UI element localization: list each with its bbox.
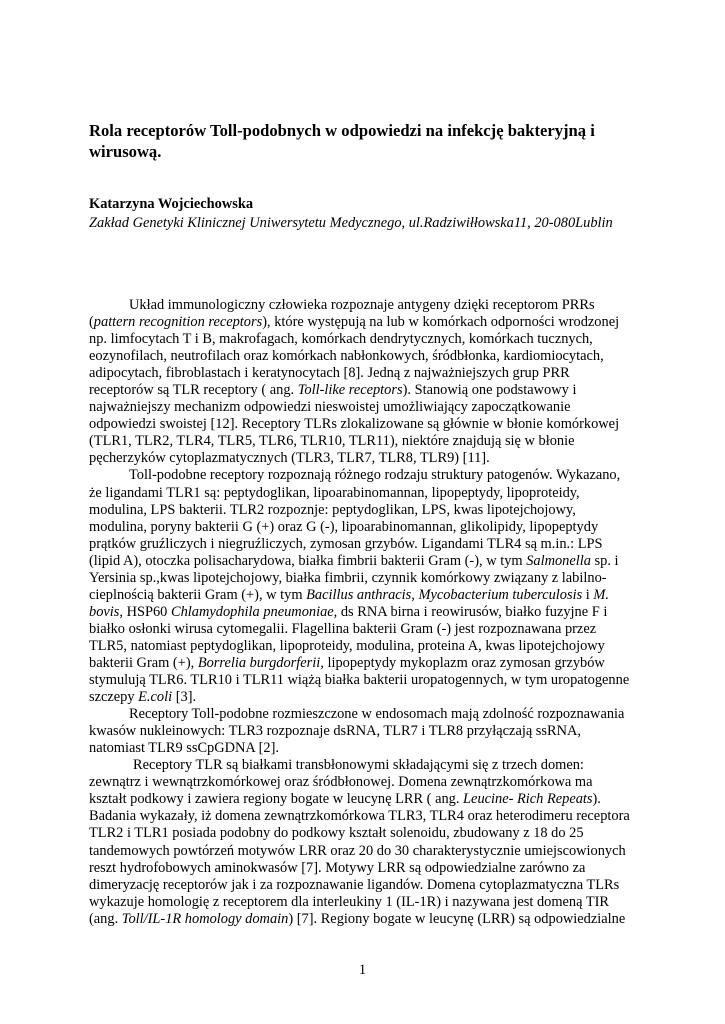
body-line: prątków gruźliczych i niegruźliczych, zymosan grzybów. Ligandami TLR4 są m.in.: LPS: [89, 535, 603, 552]
body-line: Yersinia sp.,kwas lipotejchojowy, białka fimbrii, czynnik komórkowy związany z labilno-: [89, 569, 607, 586]
body-line: TLR5, natomiast peptydoglikan, lipoproteidy, modulina, proteina A, kwas lipotejchojowy: [89, 637, 605, 654]
body-line: dimeryzację receptorów jak i za rozpoznawanie ligandów. Domena cytoplazmatyczna TLRs: [89, 876, 620, 893]
body-line: Układ immunologiczny człowieka rozpoznaje antygeny dzięki receptorom PRRs: [129, 297, 595, 313]
body-line: (ang. Toll/IL-1R homology domain) [7]. Regiony bogate w leucynę (LRR) są odpowiedzialne: [89, 910, 626, 927]
body-line: eozynofilach, neutrofilach oraz komórkach nabłonkowych, śródbłonka, kardiomiocytach,: [89, 348, 604, 365]
body-line: kwasów nukleinowych: TLR3 rozpoznaje dsRNA, TLR7 i TLR8 przyłączają ssRNA,: [89, 723, 581, 740]
body-line: zewnątrz i wewnątrzkomórkowej oraz śródbłonowej. Domena zewnątrzkomórkowa ma: [89, 774, 593, 791]
body-line: bovis, HSP60 Chlamydophila pneumoniae, ds RNA birna i reowirusów, białko fuzyjne F i: [89, 603, 608, 620]
body-line: (TLR1, TLR2, TLR4, TLR5, TLR6, TLR10, TLR11), niektóre znajdują się w błonie: [89, 433, 575, 450]
body-line: modulina, LPS bakterii. TLR2 rozpoznje: peptydoglikan, LPS, kwas lipotejchojowy,: [89, 501, 576, 518]
body-line: np. limfocytach T i B, makrofagach, komórkach dendrytycznych, komórkach tucznych,: [89, 331, 593, 348]
paper-title: Rola receptorów Toll-podobnych w odpowiedzi na infekcję bakteryjną i wirusową.: [89, 121, 595, 161]
body-line: natomiast TLR9 ssCpGDNA [2].: [89, 740, 280, 757]
body-line: Toll-podobne receptory rozpoznają różnego rodzaju struktury patogenów. Wykazano,: [129, 467, 621, 484]
author-name: Katarzyna Wojciechowska: [89, 196, 254, 212]
body-line: szczepy E.coli [3].: [89, 689, 197, 706]
body-line: reszt hydrofobowych aminokwasów [7]. Motywy LRR są odpowiedzialne zarówno za: [89, 859, 586, 876]
body-line: wykazuje homologię z receptorem dla interleukiny 1 (IL-1R) i nazywana jest domeną TIR: [89, 893, 610, 910]
body-line: modulina, poryny bakterii G (+) oraz G (-), lipoarabinomannan, glikolipidy, lipopeptydy: [89, 518, 599, 535]
body-line: odpowiedzi swoistej [12]. Receptory TLRs zlokalizowane są głównie w błonie komórkowej: [89, 416, 620, 433]
body-line: TLR2 i TLR1 posiada podobny do podkowy kształt solenoidu, zbudowany z 18 do 25: [89, 825, 584, 842]
body-line: bakterii Gram (+), Borrelia burgdorferii, lipopeptydy mykoplazm oraz zymosan grzybów: [89, 654, 605, 671]
body-line: Receptory TLR są białkami transbłonowymi składającymi się z trzech domen:: [133, 757, 584, 774]
page-number: 1: [358, 962, 367, 978]
body-line: białko osłonki wirusa cytomegalii. Flagellina bakterii Gram (-) jest rozpoznawana przez: [89, 620, 597, 637]
body-line: pęcherzyków cytoplazmatycznych (TLR3, TLR7, TLR8, TLR9) [11].: [89, 450, 490, 467]
body-line: adipocytach, fibroblastach i keratynocytach [8]. Jedną z najważniejszych grup PRR: [89, 365, 570, 382]
body-line: cieplnością bakterii Gram (+), w tym Bacillus anthracis, Mycobacterium tuberculosis i M.: [89, 586, 609, 603]
body-text: [89, 297, 649, 928]
body-line: Receptory Toll-podobne rozmieszczone w endosomach mają zdolność rozpoznawania: [129, 706, 625, 723]
body-line: receptorów są TLR receptory ( ang. Toll-like receptors). Stanowią one podstawowy i: [89, 382, 577, 399]
body-line: najważniejszy mechanizm odpowiedzi nieswoistej umożliwiający zapoczątkowanie: [89, 399, 571, 416]
body-line: że ligandami TLR1 są: peptydoglikan, lipoarabinomannan, lipopeptydy, lipoproteidy,: [89, 484, 580, 501]
author-affiliation: Zakład Genetyki Klinicznej Uniwersytetu Medycznego, ul.Radziwiłłowska11, 20-080Lublin: [89, 215, 613, 231]
body-line: tandemowych powtórzeń motywów LRR oraz 20 do 30 charakterystycznie umiejscowionych: [89, 842, 626, 859]
body-line: (pattern recognition receptors), które występują na lub w komórkach odporności wrodzonej: [89, 314, 620, 331]
body-line: (lipid A), otoczka polisacharydowa, białka fimbrii bakterii Gram (-), w tym Salmonella sp. i: [89, 552, 619, 569]
body-line: stymulują TLR6. TLR10 i TLR11 wiążą białka bakterii uropatogennych, w tym uropatogenne: [89, 672, 630, 689]
body-line: Badania wykazały, iż domena zewnątrzkomórkowa TLR3, TLR4 oraz heterodimeru receptora: [89, 808, 630, 825]
body-line: kształt podkowy i zawiera regiony bogate w leucynę LRR ( ang. Leucine- Rich Repeats).: [89, 791, 601, 808]
